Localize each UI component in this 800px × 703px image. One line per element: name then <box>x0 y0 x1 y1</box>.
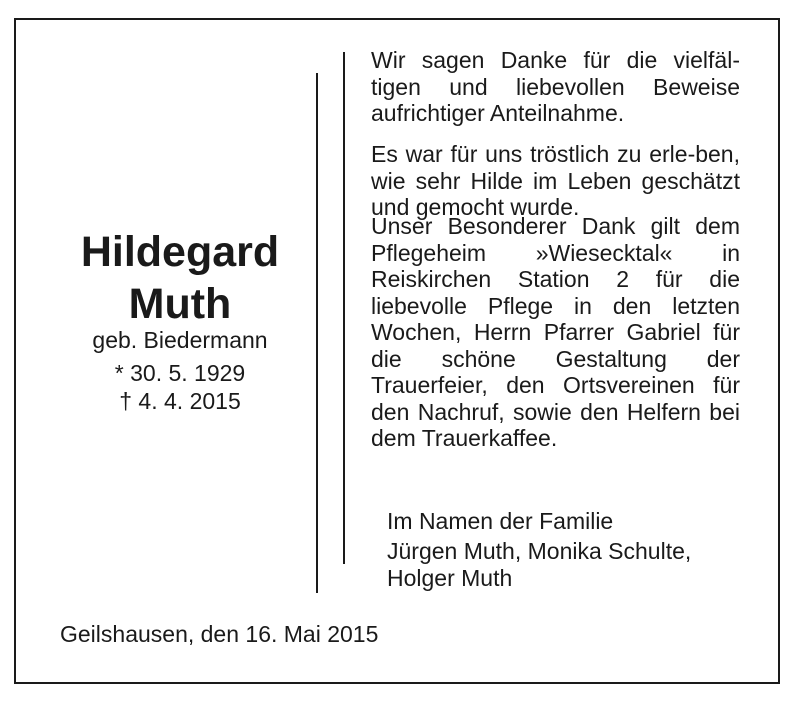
deceased-first-name: Hildegard <box>80 228 280 276</box>
signature-names-1: Jürgen Muth, Monika Schulte, <box>387 538 692 564</box>
birth-date: * 30. 5. 1929 <box>114 360 246 386</box>
thanks-paragraph-1: Wir sagen Danke für die vielfäl-tigen und liebevollen Beweise aufrichtiger Anteilnahme. <box>371 47 740 126</box>
thanks-paragraph-2: Es war für uns tröstlich zu erle-ben, wie sehr Hilde im Leben geschätzt und gemocht wurde. <box>371 141 740 220</box>
signature-intro: Im Namen der Familie <box>387 508 614 534</box>
place-and-date: Geilshausen, den 16. Mai 2015 <box>60 621 379 647</box>
birth-name: geb. Biedermann <box>92 327 268 353</box>
death-date: † 4. 4. 2015 <box>119 388 241 414</box>
thanks-paragraph-3: Unser Besonderer Dank gilt dem Pflegeheim »Wiesecktal« in Reiskirchen Station 2 für die liebevolle Pflege in den letzten Wochen, Herrn Pfarrer Gabriel für die schöne Gestaltung der Trauerfeier, den Ortsvereinen für den Nachruf, sowie den Helfern bei dem Trauerkaffee. <box>371 213 740 451</box>
divider-line-right <box>343 52 345 564</box>
signature-names-2: Holger Muth <box>387 565 513 591</box>
divider-line-left <box>316 73 318 593</box>
deceased-last-name: Muth <box>128 280 232 328</box>
